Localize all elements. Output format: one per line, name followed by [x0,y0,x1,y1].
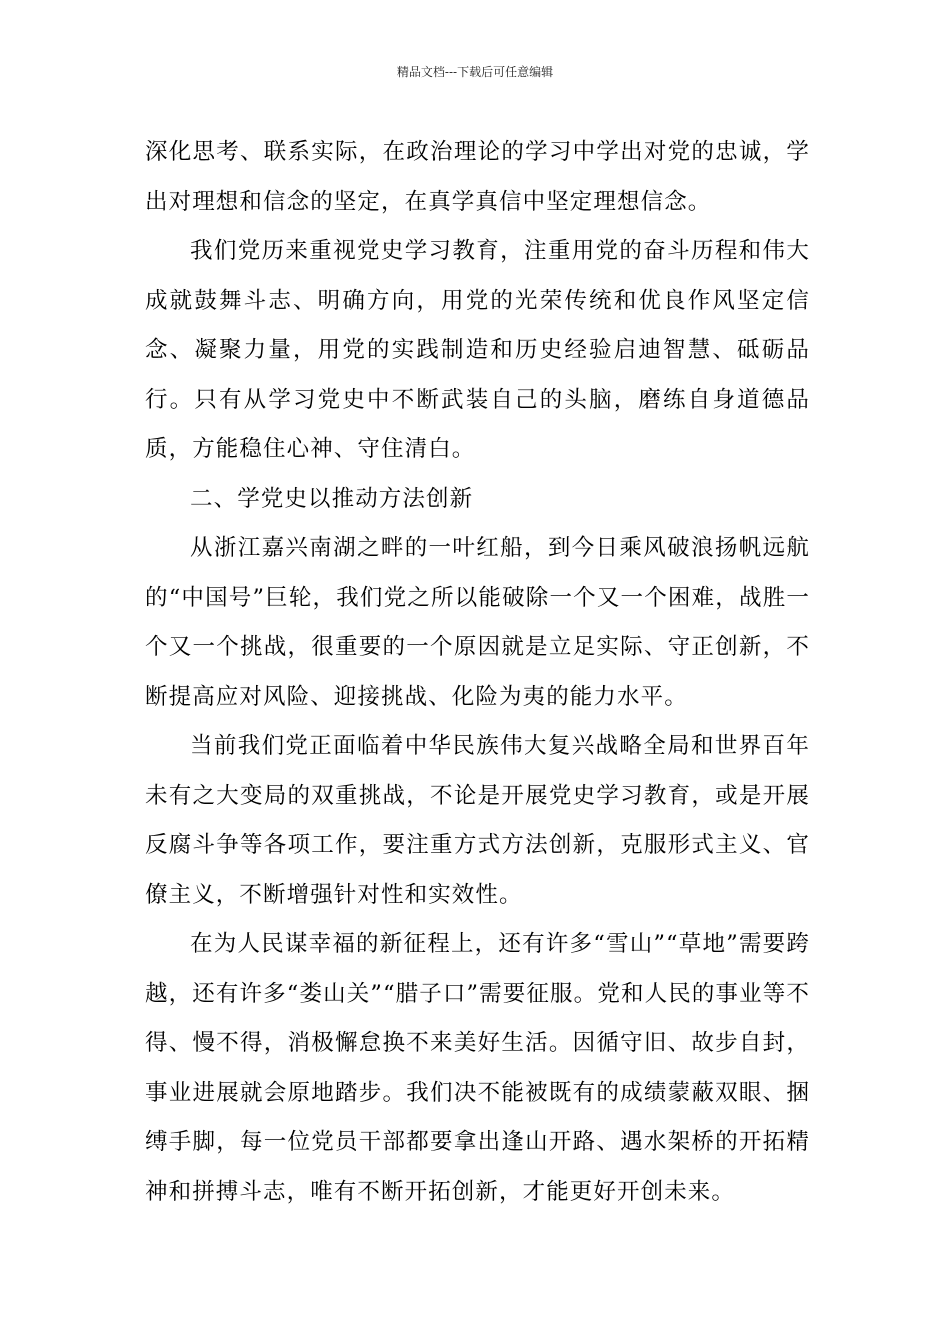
header-note: 精品文档---下载后可任意编辑 [396,65,554,79]
paragraph-1: 深化思考、联系实际，在政治理论的学习中学出对党的忠诚，学出对理想和信念的坚定，在真学真信中坚定理想信念。 [145,139,810,215]
document-body [145,128,810,1217]
paragraph-5: 在为人民谋幸福的新征程上，还有许多“雪山”“草地”需要跨越，还有许多“娄山关”“腊子口”需要征服。党和人民的事业等不得、慢不得，消极懈怠换不来美好生活。因循守旧、故步自封，事业进展就会原地踏步。我们决不能被既有的成绩蒙蔽双眼、捆缚手脚，每一位党员干部都要拿出逢山开路、遇水架桥的开拓精神和拼搏斗志，唯有不断开拓创新，才能更好开创未来。 [145,931,810,1205]
paragraph-2: 我们党历来重视党史学习教育，注重用党的奋斗历程和伟大成就鼓舞斗志、明确方向，用党的光荣传统和优良作风坚定信念、凝聚力量，用党的实践制造和历史经验启迪智慧、砥砺品行。只有从学习党史中不断武装自己的头脑，磨练自身道德品质，方能稳住心神、守住清白。 [145,238,810,462]
paragraph-4: 当前我们党正面临着中华民族伟大复兴战略全局和世界百年未有之大变局的双重挑战，不论是开展党史学习教育，或是开展反腐斗争等各项工作，要注重方式方法创新，克服形式主义、官僚主义，不断增强针对性和实效性。 [145,733,810,908]
paragraph-3: 从浙江嘉兴南湖之畔的一叶红船，到今日乘风破浪扬帆远航的“中国号”巨轮，我们党之所以能破除一个又一个困难，战胜一个又一个挑战，很重要的一个原因就是立足实际、守正创新，不断提高应对风险、迎接挑战、化险为夷的能力水平。 [145,535,810,710]
section-heading: 二、学党史以推动方法创新 [190,485,474,512]
